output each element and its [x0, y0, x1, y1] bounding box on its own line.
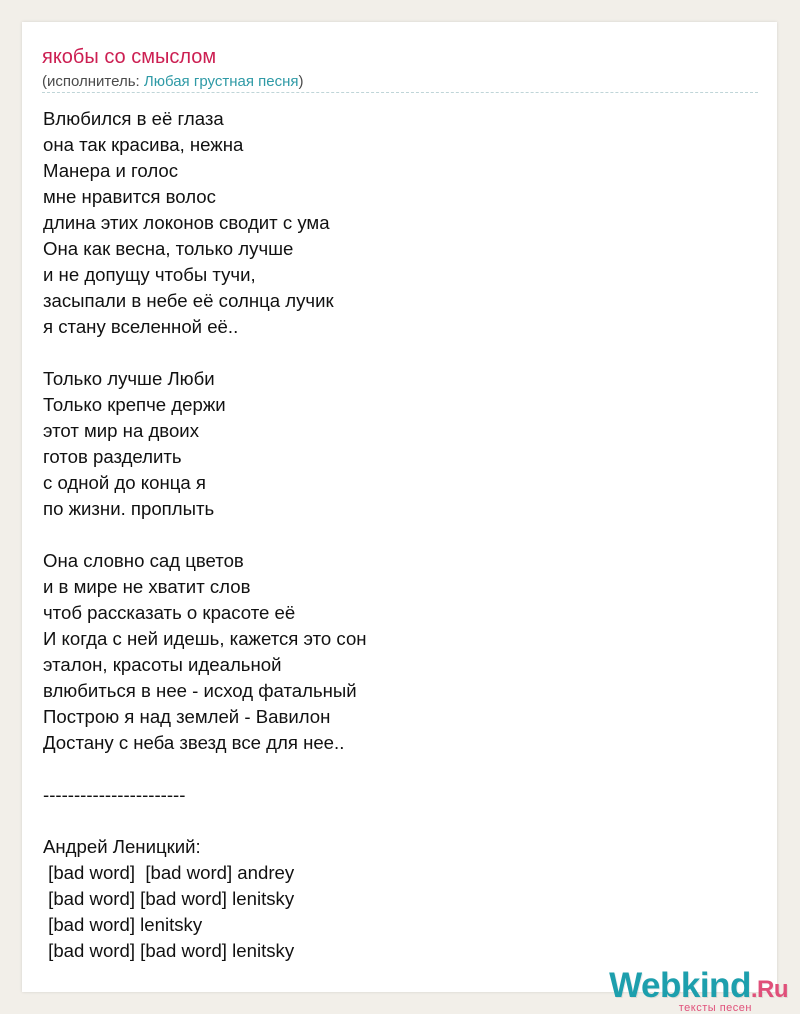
lyric-line: [43, 522, 367, 548]
lyric-line: И когда с ней идешь, кажется это сон: [43, 628, 367, 649]
lyric-line: Только крепче держи: [43, 394, 226, 415]
lyric-line: [bad word] [bad word] andrey: [43, 862, 295, 883]
lyric-line: по жизни. проплыть: [43, 498, 215, 519]
lyric-line: [43, 340, 367, 366]
lyric-line: Влюбился в её глаза: [43, 108, 224, 129]
logo-wordmark: [609, 966, 788, 1006]
lyrics-text: [43, 106, 367, 964]
lyric-line: мне нравится волос: [43, 186, 216, 207]
logo-main-text: Webkind: [609, 966, 751, 1005]
logo-subtitle: тексты песен: [678, 1002, 752, 1014]
lyric-line: и не допущу чтобы тучи,: [43, 264, 256, 285]
artist-suffix: ): [298, 73, 304, 90]
lyrics-card: [22, 22, 777, 992]
lyric-line: Манера и голос: [43, 160, 179, 181]
lyric-line: влюбиться в нее - исход фатальный: [43, 680, 357, 701]
lyric-line: с одной до конца я: [43, 472, 206, 493]
artist-prefix: (исполнитель:: [42, 73, 144, 90]
artist-link[interactable]: Любая грустная песня: [143, 73, 299, 90]
lyric-line: засыпали в небе её солнца лучик: [43, 290, 334, 311]
webkind-logo[interactable]: [588, 966, 788, 1014]
logo-tld: .Ru: [750, 976, 788, 1003]
lyric-line: и в мире не хватит слов: [43, 576, 251, 597]
lyric-line: она так красива, нежна: [43, 134, 244, 155]
lyric-line: Только лучше Люби: [43, 368, 215, 389]
lyric-line: этот мир на двоих: [43, 420, 199, 441]
lyric-line: Построю я над землей - Вавилон: [43, 706, 331, 727]
lyric-line: [43, 808, 367, 834]
lyric-line: [bad word] [bad word] lenitsky: [43, 888, 295, 909]
lyric-line: [bad word] lenitsky: [43, 914, 203, 935]
lyric-line: [43, 756, 367, 782]
lyric-line: я стану вселенной её..: [43, 316, 239, 337]
artist-line: [42, 73, 303, 90]
song-title: якобы со смыслом: [42, 46, 217, 68]
lyric-line: Андрей Леницкий:: [43, 836, 201, 857]
lyric-line: [bad word] [bad word] lenitsky: [43, 940, 295, 961]
lyric-line: Она словно сад цветов: [43, 550, 244, 571]
lyric-line: готов разделить: [43, 446, 182, 467]
dashed-separator: [42, 92, 758, 93]
lyric-line: -----------------------: [43, 784, 186, 805]
lyric-line: Она как весна, только лучше: [43, 238, 294, 259]
lyric-line: Достану с неба звезд все для нее..: [43, 732, 345, 753]
lyric-line: длина этих локонов сводит с ума: [43, 212, 330, 233]
lyric-line: эталон, красоты идеальной: [43, 654, 282, 675]
lyric-line: чтоб рассказать о красоте её: [43, 602, 296, 623]
